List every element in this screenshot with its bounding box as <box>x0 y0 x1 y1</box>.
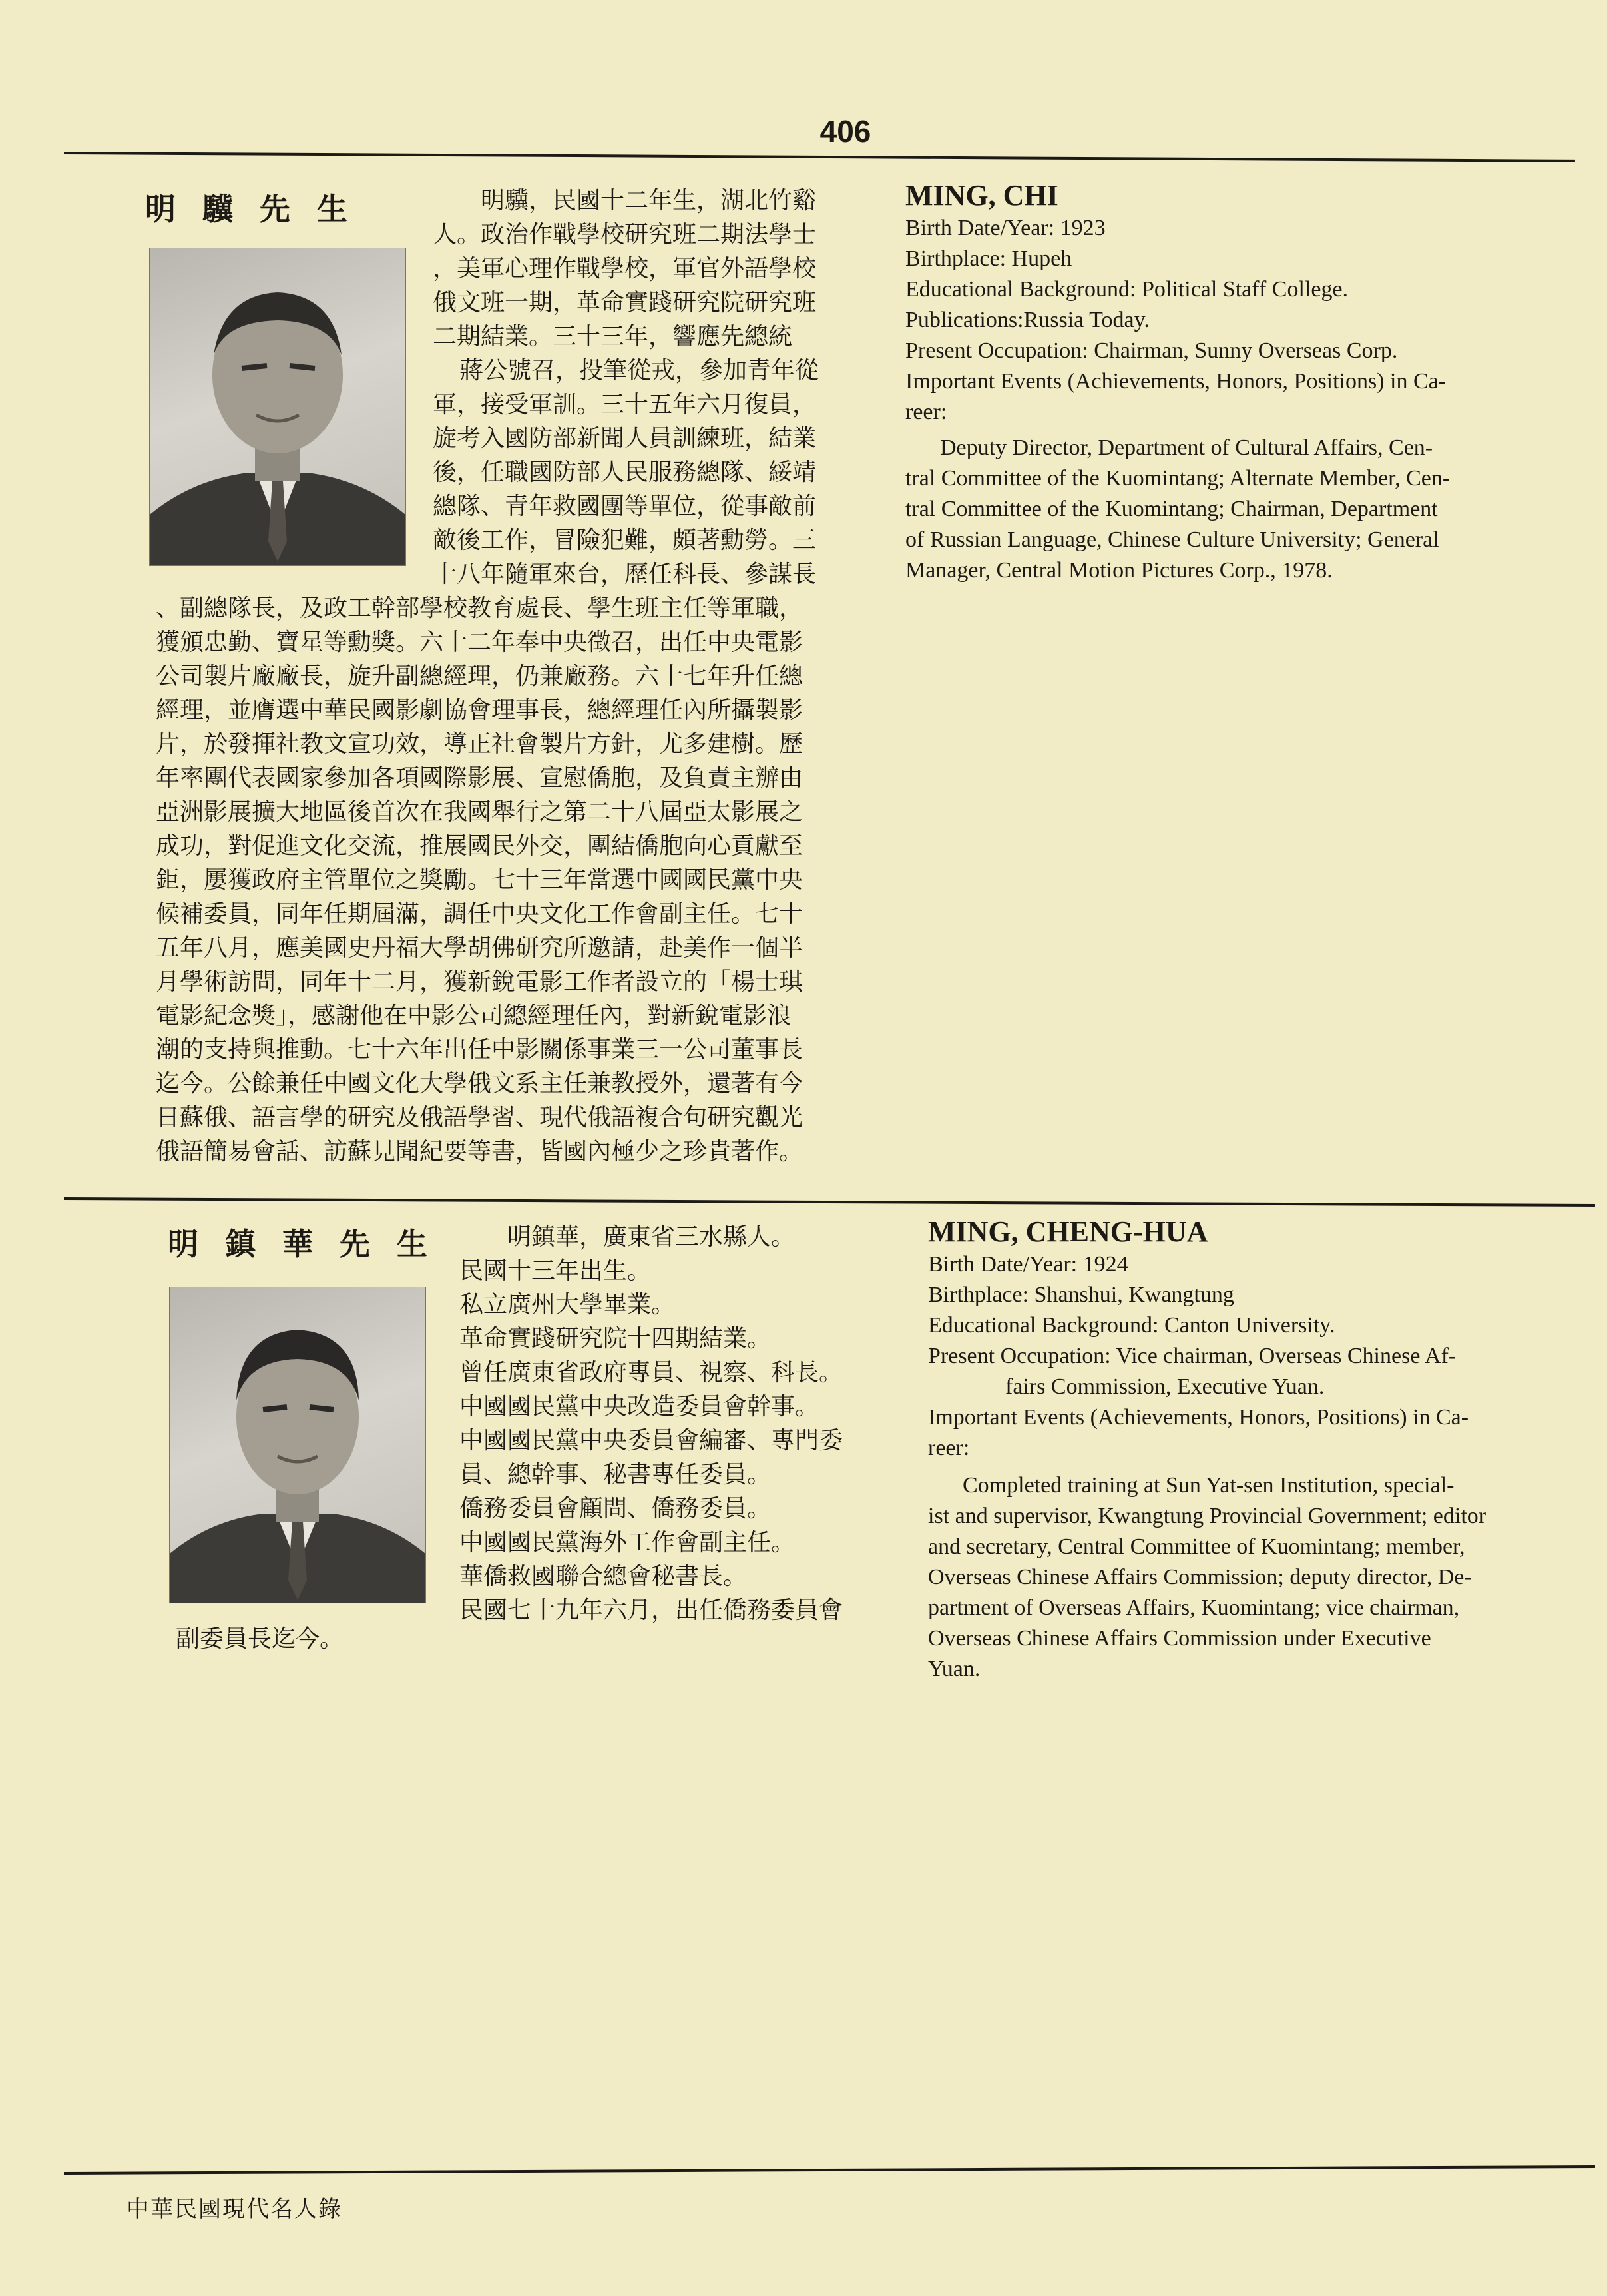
events-body-line: Completed training at Sun Yat-sen Institution, special- <box>963 1473 1455 1498</box>
birth-date-field: Birth Date/Year: 1924 <box>928 1252 1128 1277</box>
bio-line: 迄今。公餘兼任中國文化大學俄文系主任兼教授外，還著有今 <box>156 1070 804 1097</box>
bio-line: ，美軍心理作戰學校，軍官外語學校 <box>433 255 817 282</box>
bio-line: 電影紀念獎」，感謝他在中影公司總經理任內，對新銳電影浪 <box>156 1002 792 1029</box>
bio-line: 年率團代表國家參加各項國際影展、宣慰僑胞，及負責主辦由 <box>156 764 804 792</box>
bio-line: 私立廣州大學畢業。 <box>459 1291 676 1318</box>
bio-line: 明鎮華，廣東省三水縣人。 <box>507 1223 796 1251</box>
entry-name-zh: 明驥先生 <box>145 191 374 227</box>
birth-date-field: Birth Date/Year: 1923 <box>905 216 1106 240</box>
publications-field: Publications:Russia Today. <box>905 308 1150 332</box>
bio-line: 日蘇俄、語言學的研究及俄語學習、現代俄語複合句研究觀光 <box>156 1104 804 1131</box>
portrait-man-icon <box>170 1287 425 1603</box>
events-body-line: Overseas Chinese Affairs Commission; deputy director, De- <box>928 1565 1472 1589</box>
bio-line: 民國七十九年六月，出任僑務委員會 <box>459 1597 843 1624</box>
events-body-line: ist and supervisor, Kwangtung Provincial Government; editor <box>928 1504 1487 1528</box>
occupation-field: Present Occupation: Chairman, Sunny Overseas Corp. <box>905 338 1398 363</box>
biography-zh-tail <box>176 1622 344 1656</box>
bio-line: 候補委員，同年任期屆滿，調任中央文化工作會副主任。七十 <box>156 900 804 928</box>
bio-line: 軍，接受軍訓。三十五年六月復員， <box>433 391 817 418</box>
bio-line: 月學術訪問，同年十二月，獲新銳電影工作者設立的「楊士琪 <box>156 968 804 996</box>
events-field: Important Events (Achievements, Honors, Positions) in Ca- <box>905 369 1447 394</box>
page-number: 406 <box>819 114 871 148</box>
events-body-line: partment of Overseas Affairs, Kuomintang; vice chairman, <box>928 1595 1460 1620</box>
bio-line: 片，於發揮社教文宣功效，導正社會製片方針，尤多建樹。歷 <box>156 730 804 758</box>
bio-line: 成功，對促進文化交流，推展國民外交，團結僑胞向心貢獻至 <box>156 832 804 860</box>
portrait-man-icon <box>150 248 405 565</box>
events-field-cont: reer: <box>905 400 947 424</box>
education-field: Educational Background: Canton University. <box>928 1313 1335 1338</box>
bio-line: 員、總幹事、秘書專任委員。 <box>459 1461 772 1488</box>
events-body-line: and secretary, Central Committee of Kuomintang; member, <box>928 1534 1465 1559</box>
portrait-photo <box>149 248 406 566</box>
events-body-line: Manager, Central Motion Pictures Corp., 1978. <box>905 558 1333 583</box>
bio-line: 總隊、青年救國團等單位，從事敵前 <box>433 493 817 520</box>
events-body-line: Overseas Chinese Affairs Commission under Executive <box>928 1626 1431 1651</box>
bio-line: 經理，並膺選中華民國影劇協會理事長，總經理任內所攝製影 <box>156 697 804 724</box>
book-title-footer: 中華民國現代名人錄 <box>126 2196 342 2223</box>
events-field-cont: reer: <box>928 1436 970 1460</box>
top-rule <box>64 152 1575 162</box>
events-body-line: of Russian Language, Chinese Culture University; General <box>905 527 1439 552</box>
biography-zh <box>459 1220 843 1627</box>
bottom-rule <box>64 2165 1595 2175</box>
bio-line: 蔣公號召，投筆從戎，參加青年從 <box>459 357 819 384</box>
bio-line: 俄文班一期，革命實踐研究院研究班 <box>433 289 817 316</box>
bio-line: 僑務委員會顧問、僑務委員。 <box>459 1495 772 1522</box>
bio-line: 五年八月，應美國史丹福大學胡佛研究所邀請，赴美作一個半 <box>156 934 804 962</box>
bio-line: 中國國民黨中央委員會編審、專門委 <box>459 1427 843 1454</box>
bio-line: 人。政治作戰學校研究班二期法學士 <box>433 221 817 248</box>
occupation-field-cont: fairs Commission, Executive Yuan. <box>1005 1374 1325 1399</box>
bio-line: 十八年隨軍來台，歷任科長、參謀長 <box>433 561 817 588</box>
bio-line: 二期結業。三十三年，響應先總統 <box>433 323 793 350</box>
birthplace-field: Birthplace: Hupeh <box>905 246 1072 271</box>
biography-en <box>905 178 1450 586</box>
biography-zh-long <box>156 591 803 1169</box>
events-body-line: Yuan. <box>928 1657 981 1681</box>
middle-rule <box>64 1197 1595 1207</box>
bio-line: 華僑救國聯合總會秘書長。 <box>459 1563 748 1590</box>
bio-line: 明驥，民國十二年生，湖北竹谿 <box>481 187 817 214</box>
bio-line: 後，任職國防部人民服務總隊、綏靖 <box>433 459 817 486</box>
entry-name-en: MING, CHENG-HUA <box>928 1215 1208 1248</box>
bio-line: 鉅，屢獲政府主管單位之獎勵。七十三年當選中國國民黨中央 <box>156 866 804 894</box>
bio-line: 俄語簡易會話、訪蘇見聞紀要等書，皆國內極少之珍貴著作。 <box>156 1138 804 1165</box>
bio-line: 獲頒忠勤、寶星等勳獎。六十二年奉中央徵召，出任中央電影 <box>156 629 804 656</box>
bio-line: 敵後工作，冒險犯難，頗著勳勞。三 <box>433 527 817 554</box>
bio-line: 亞洲影展擴大地區後首次在我國舉行之第二十八屆亞太影展之 <box>156 798 804 826</box>
birthplace-field: Birthplace: Shanshui, Kwangtung <box>928 1283 1234 1307</box>
bio-line: 民國十三年出生。 <box>459 1257 652 1285</box>
bio-line: 副委員長迄今。 <box>176 1625 344 1653</box>
bio-line: 公司製片廠廠長，旋升副總經理，仍兼廠務。六十七年升任總 <box>156 663 804 690</box>
events-field: Important Events (Achievements, Honors, Positions) in Ca- <box>928 1405 1469 1430</box>
bio-line: 中國國民黨中央改造委員會幹事。 <box>459 1393 819 1420</box>
bio-line: 、副總隊長，及政工幹部學校教育處長、學生班主任等軍職， <box>156 595 804 622</box>
events-body-line: tral Committee of the Kuomintang; Alternate Member, Cen- <box>905 466 1451 491</box>
bio-line: 革命實踐研究院十四期結業。 <box>459 1325 772 1352</box>
occupation-field: Present Occupation: Vice chairman, Overseas Chinese Af- <box>928 1344 1457 1368</box>
bio-line: 潮的支持與推動。七十六年出任中影關係事業三一公司董事長 <box>156 1036 804 1063</box>
bio-line: 旋考入國防部新聞人員訓練班，結業 <box>433 425 817 452</box>
events-body-line: Deputy Director, Department of Cultural Affairs, Cen- <box>940 435 1433 460</box>
entry-name-zh: 明鎮華先生 <box>168 1226 454 1262</box>
biography-zh-short <box>433 184 819 591</box>
entry-name-en: MING, CHI <box>905 179 1058 212</box>
education-field: Educational Background: Political Staff College. <box>905 277 1349 302</box>
portrait-photo <box>169 1287 426 1603</box>
bio-line: 中國國民黨海外工作會副主任。 <box>459 1529 796 1556</box>
biography-en <box>928 1215 1486 1685</box>
events-body-line: tral Committee of the Kuomintang; Chairman, Department <box>905 497 1438 521</box>
bio-line: 曾任廣東省政府專員、視察、科長。 <box>459 1359 843 1386</box>
